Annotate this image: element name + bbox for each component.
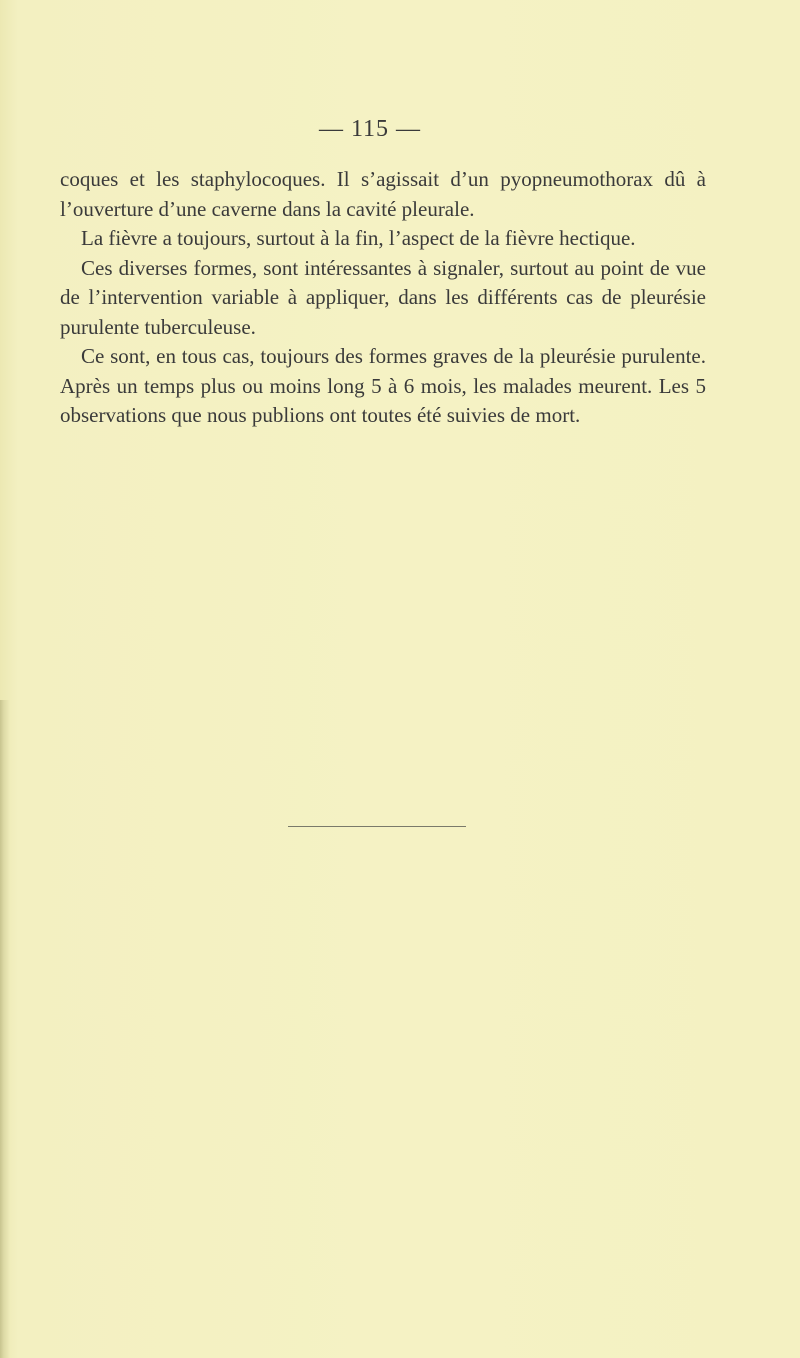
page-number: — 115 — <box>318 116 422 142</box>
page-edge-shadow <box>0 700 10 1358</box>
paragraph-forms: Ces diverses formes, sont intéressantes à signaler, surtout au point de vue de l’intervention variable à appliquer, dans les différents cas de pleurésie purulente tuberculeuse. <box>60 255 706 339</box>
paragraph-prognosis: Ce sont, en tous cas, toujours des formes graves de la pleurésie purulente. Après un temps plus ou moins long 5 à 6 mois, les malades meurent. Les 5 observations que nous publions ont toutes été suivies de mort. <box>60 344 706 427</box>
paragraph-fever: La fièvre a toujours, surtout à la fin, l’aspect de la fièvre hectique. <box>81 226 636 250</box>
section-separator <box>288 826 466 827</box>
body-text <box>60 165 706 431</box>
paragraph-continuation: coques et les staphylocoques. Il s’agissait d’un pyopneumothorax dû à l’ouverture d’une caverne dans la cavité pleurale. <box>60 167 706 221</box>
